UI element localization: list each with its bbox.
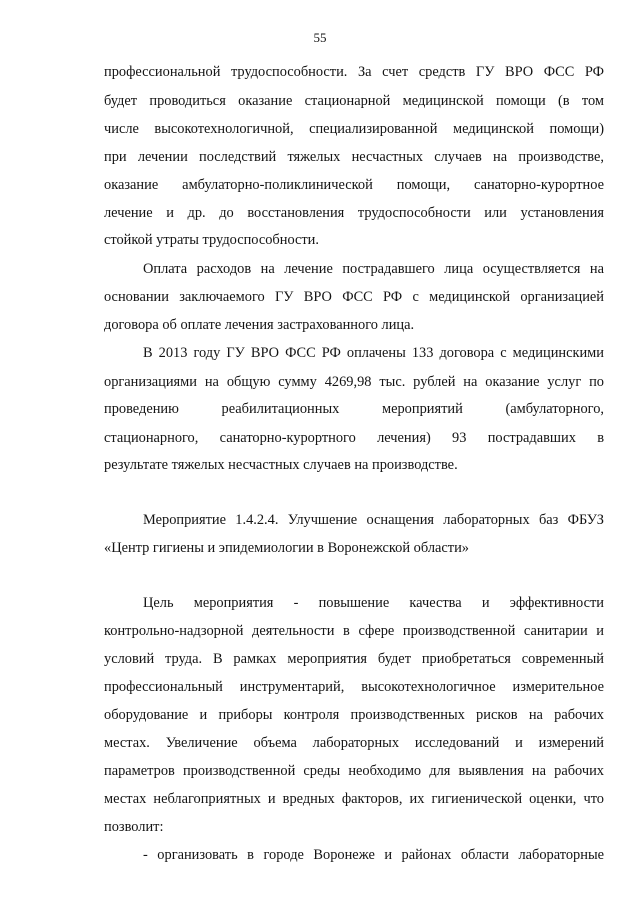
paragraph-2-line-1: Оплата расходов на лечение пострадавшего лица осуществляется на (143, 261, 604, 277)
section-heading-line-1: Мероприятие 1.4.2.4. Улучшение оснащения лабораторных баз ФБУЗ (143, 512, 604, 528)
paragraph-4-line-9: позволит: (104, 819, 164, 835)
paragraph-1-line-2: будет проводиться оказание стационарной медицинской помощи (в том (104, 93, 604, 109)
paragraph-3-line-2: организациями на общую сумму 4269,98 тыс. рублей на оказание услуг по (104, 374, 604, 390)
paragraph-4-line-5: оборудование и приборы контроля производственных рисков на рабочих (104, 707, 604, 723)
paragraph-4-line-4: профессиональный инструментарий, высокотехнологичное измерительное (104, 679, 604, 695)
paragraph-1-line-1: профессиональной трудоспособности. За счет средств ГУ ВРО ФСС РФ (104, 64, 604, 80)
paragraph-4-line-7: параметров производственной среды необходимо для выявления на рабочих (104, 763, 604, 779)
paragraph-1-line-7: стойкой утраты трудоспособности. (104, 232, 319, 248)
list-item-line-1: - организовать в городе Воронеже и районах области лабораторные (143, 847, 604, 863)
paragraph-1-line-4: при лечении последствий тяжелых несчастных случаев на производстве, (104, 149, 604, 165)
paragraph-4-line-2: контрольно-надзорной деятельности в сфере производственной санитарии и (104, 623, 604, 639)
paragraph-3-line-4: стационарного, санаторно-курортного лечения) 93 пострадавших в (104, 430, 604, 446)
paragraph-3-line-1: В 2013 году ГУ ВРО ФСС РФ оплачены 133 договора с медицинскими (143, 345, 604, 361)
paragraph-4-line-8: местах неблагоприятных и вредных факторов, их гигиенической оценки, что (104, 791, 604, 807)
paragraph-1-line-6: лечение и др. до восстановления трудоспособности или установления (104, 205, 604, 221)
paragraph-1-line-5: оказание амбулаторно-поликлинической помощи, санаторно-курортное (104, 177, 604, 193)
paragraph-2-line-2: основании заключаемого ГУ ВРО ФСС РФ с медицинской организацией (104, 289, 604, 305)
paragraph-3-line-3: проведению реабилитационных мероприятий (амбулаторного, (104, 401, 604, 417)
paragraph-3-line-5: результате тяжелых несчастных случаев на производстве. (104, 457, 458, 473)
paragraph-4-line-3: условий труда. В рамках мероприятия будет приобретаться современный (104, 651, 604, 667)
section-heading-line-2: «Центр гигиены и эпидемиологии в Воронежской области» (104, 540, 469, 556)
paragraph-2-line-3: договора об оплате лечения застрахованного лица. (104, 317, 415, 333)
paragraph-4-line-6: местах. Увеличение объема лабораторных исследований и измерений (104, 735, 604, 751)
paragraph-4-line-1: Цель мероприятия - повышение качества и эффективности (143, 595, 604, 611)
paragraph-1-line-3: числе высокотехнологичной, специализированной медицинской помощи) (104, 121, 604, 137)
page-number: 55 (313, 30, 327, 45)
